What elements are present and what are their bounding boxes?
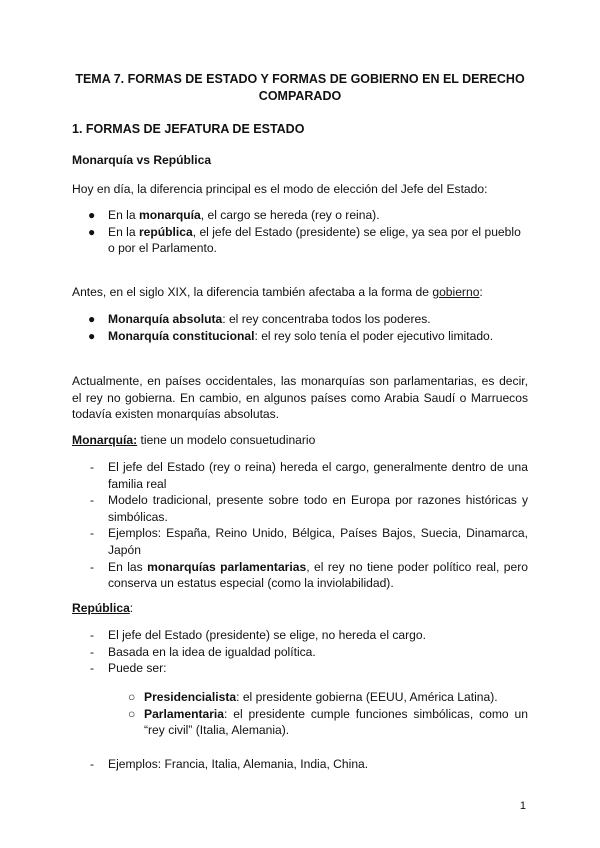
republica-list — [72, 627, 528, 677]
dash-icon: - — [90, 757, 95, 771]
list-item — [72, 706, 528, 739]
actualmente-paragraph: Actualmente, en países occidentales, las monarquías son parlamentarias, es decir, el rey no gobierna. En cambio, en algunos países como Arabia Saudí o Marruecos todavía existen monarquías absolutas. — [72, 374, 528, 422]
dash-icon: - — [90, 526, 95, 541]
list-item-text: El jefe del Estado (presidente) se elige, no hereda el cargo. — [108, 628, 426, 642]
republica-types-list — [72, 689, 528, 739]
dash-icon: - — [90, 493, 95, 508]
list-item-bold: Parlamentaria — [144, 706, 224, 721]
list-item-text: , el cargo se hereda (rey o reina). — [200, 208, 380, 222]
list-item-bold: monarquías parlamentarias — [147, 559, 307, 574]
list-item — [72, 756, 528, 773]
list-item — [72, 627, 528, 644]
bullet-icon: ● — [88, 328, 96, 343]
list-item — [72, 207, 528, 224]
bullet-icon: ● — [88, 224, 96, 239]
dash-icon: - — [90, 628, 95, 642]
list-item-text: Modelo tradicional, presente sobre todo en Europa por razones históricas y simbólicas. — [108, 493, 528, 524]
list-item-text: Ejemplos: Francia, Italia, Alemania, India, China. — [108, 757, 369, 771]
republica-text: : — [129, 601, 134, 615]
antes-paragraph — [72, 284, 528, 301]
list-item — [72, 311, 528, 328]
dash-icon: - — [90, 661, 95, 676]
list-item-text: : el rey solo tenía el poder ejecutivo limitado. — [254, 328, 494, 343]
list-item-text: Puede ser: — [108, 661, 167, 676]
election-list — [72, 207, 528, 257]
intro-paragraph: Hoy en día, la diferencia principal es el modo de elección del Jefe del Estado: — [72, 182, 488, 196]
list-item — [72, 525, 528, 558]
monarquia-list — [72, 459, 528, 592]
dash-icon: - — [90, 559, 95, 574]
circle-bullet-icon: ○ — [128, 706, 136, 721]
list-item-text: : el rey concentraba todos los poderes. — [222, 312, 431, 326]
list-item-text: : el presidente gobierna (EEUU, América Latina). — [236, 690, 498, 704]
list-item — [72, 492, 528, 525]
ejemplos-list — [72, 756, 528, 773]
list-item — [72, 644, 528, 661]
antes-text: Antes, en el siglo XIX, la diferencia también afectaba a la forma de — [72, 285, 433, 299]
list-item-bold: Monarquía absoluta — [108, 312, 223, 326]
section-heading: 1. FORMAS DE JEFATURA DE ESTADO — [72, 122, 305, 136]
monarchy-types-list — [72, 311, 528, 344]
list-item-bold: Monarquía constitucional — [108, 328, 255, 343]
list-item — [72, 328, 528, 345]
republica-label: República — [72, 601, 130, 615]
list-item-text: , el rey no tiene poder político real, pero conserva un estatus especial (como la inviolabilidad). — [108, 559, 528, 591]
dash-icon: - — [90, 644, 95, 659]
subsection-heading: Monarquía vs República — [72, 153, 212, 167]
circle-bullet-icon: ○ — [128, 690, 136, 704]
bullet-icon: ● — [88, 208, 96, 222]
list-item — [72, 689, 528, 706]
republica-heading — [72, 600, 528, 617]
page-title: TEMA 7. FORMAS DE ESTADO Y FORMAS DE GOBIERNO EN EL DERECHO COMPARADO — [75, 72, 525, 103]
monarquia-label: Monarquía: — [72, 433, 138, 447]
list-item-text: Ejemplos: España, Reino Unido, Bélgica, Países Bajos, Suecia, Dinamarca, Japón — [108, 526, 528, 557]
dash-icon: - — [90, 460, 95, 474]
list-item-bold: república — [138, 224, 193, 239]
antes-text: : — [479, 285, 483, 299]
monarquia-heading — [72, 432, 528, 449]
list-item-text: En la — [108, 208, 139, 222]
list-item-text: En las — [108, 559, 148, 574]
gobierno-link[interactable]: gobierno — [432, 285, 480, 299]
list-item-text: , el jefe del Estado (presidente) se elige, ya sea por el pueblo o por el Parlamento. — [108, 224, 521, 256]
bullet-icon: ● — [88, 312, 96, 326]
list-item-text: Basada en la idea de igualdad política. — [108, 644, 316, 659]
list-item — [72, 559, 528, 592]
list-item — [72, 660, 528, 677]
page-number: 1 — [519, 800, 526, 812]
list-item-bold: monarquía — [138, 208, 201, 222]
list-item-text: : el presidente cumple funciones simbólicas, como un “rey civil” (Italia, Alemania). — [144, 706, 528, 738]
list-item-text: El jefe del Estado (rey o reina) hereda el cargo, generalmente dentro de una familia real — [108, 460, 528, 491]
list-item-bold: Presidencialista — [144, 690, 237, 704]
monarquia-text: tiene un modelo consuetudinario — [137, 433, 316, 447]
list-item-text: En la — [108, 224, 139, 239]
list-item — [72, 459, 528, 492]
list-item — [72, 224, 528, 257]
